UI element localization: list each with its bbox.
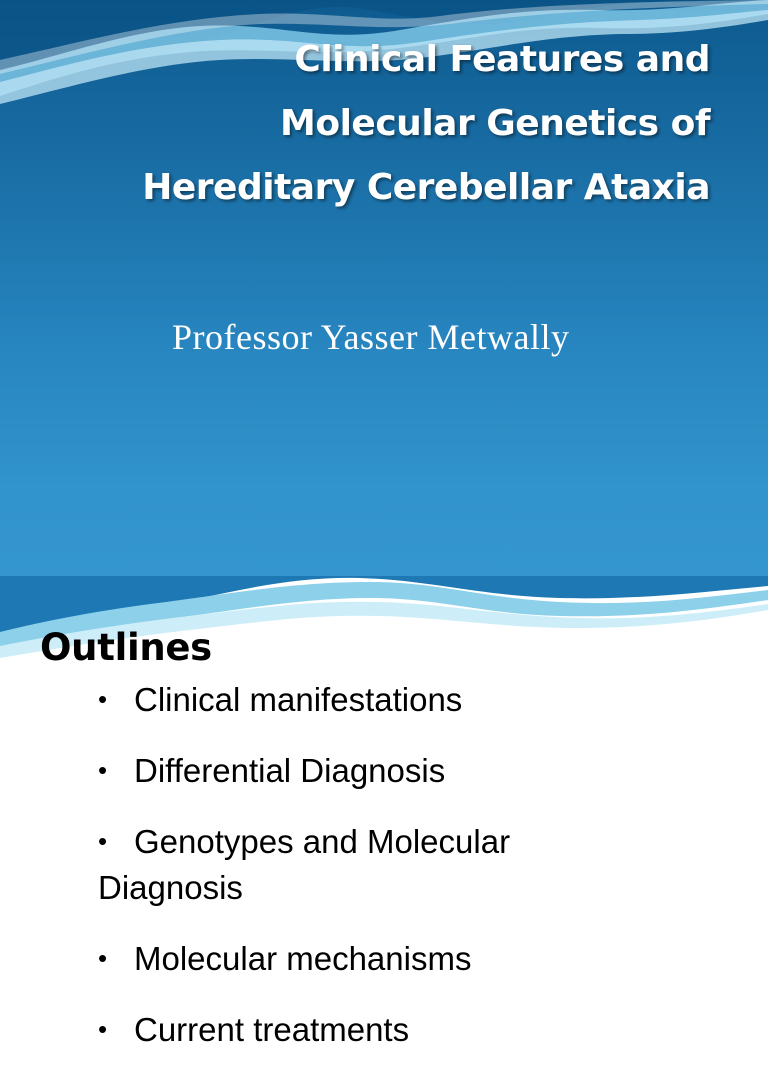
presenter-name: Professor Yasser Metwally	[172, 317, 570, 357]
bullet-text: Clinical manifestations	[134, 681, 463, 718]
title-line-3: Hereditary Cerebellar Ataxia	[142, 167, 710, 208]
outline-heading: Outlines	[40, 626, 212, 669]
bullet-icon: •	[98, 684, 108, 714]
list-item	[98, 1006, 618, 1053]
bullet-icon: •	[98, 943, 108, 973]
list-item	[98, 676, 618, 723]
bullet-icon: •	[98, 1014, 108, 1044]
list-item	[98, 747, 618, 794]
bullet-text: Current treatments	[134, 1011, 410, 1048]
bullet-icon: •	[98, 826, 108, 856]
list-item	[98, 935, 618, 982]
title-line-2: Molecular Genetics of	[280, 103, 710, 144]
bullet-text: Molecular mechanisms	[134, 940, 472, 977]
slide-title	[30, 28, 710, 220]
list-item	[98, 818, 618, 911]
bullet-text: Differential Diagnosis	[134, 752, 446, 789]
outline-bullet-list	[98, 676, 618, 1077]
bullet-text: Genotypes and Molecular Diagnosis	[98, 823, 511, 906]
outline-slide	[0, 576, 768, 1048]
bullet-icon: •	[98, 755, 108, 785]
title-line-1: Clinical Features and	[294, 39, 710, 80]
